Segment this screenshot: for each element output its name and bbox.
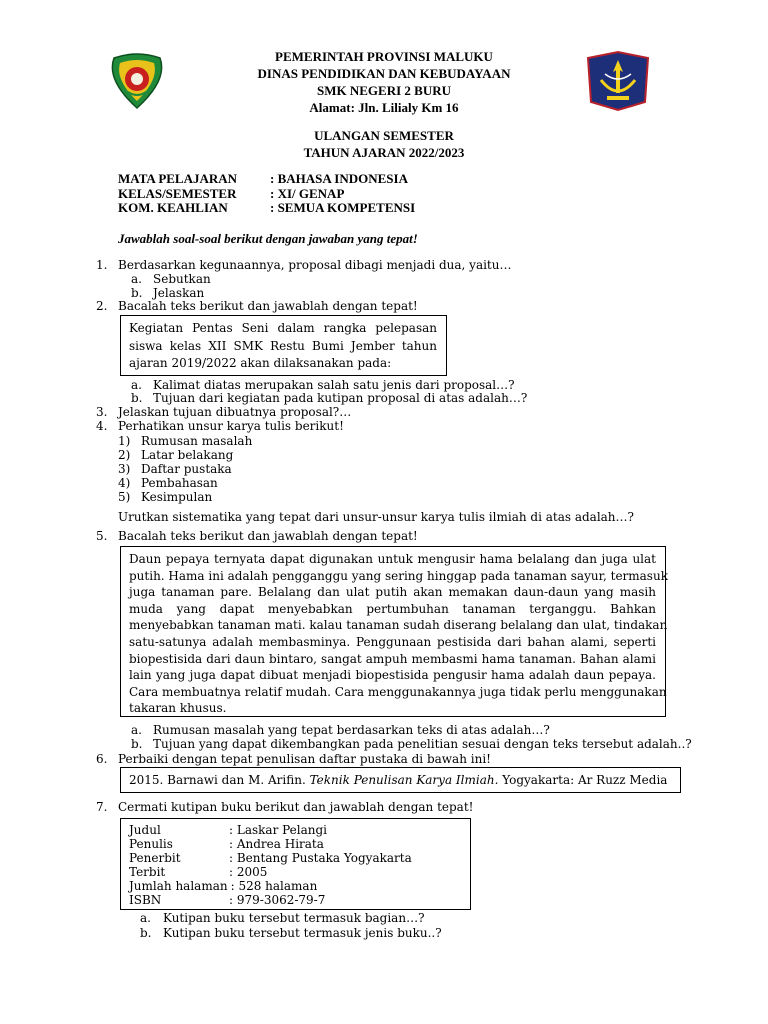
- agency-name: DINAS PENDIDIKAN DAN KEBUDAYAAN: [257, 66, 511, 81]
- q6-box-pre: 2015. Barnawi dan M. Arifin.: [129, 773, 310, 787]
- q3-number: 3.: [96, 405, 108, 419]
- q5-a-label: a.: [131, 723, 142, 737]
- q5-box-line: biopestisida dari daun bintaro, sangat ampuh membasmi hama tanaman. Bahan alami: [129, 651, 656, 666]
- q7-b-text: Kutipan buku tersebut termasuk jenis buku..?: [163, 926, 442, 940]
- school-name: SMK NEGERI 2 BURU: [317, 83, 451, 98]
- q2-box-line: Kegiatan Pentas Seni dalam rangka pelepasan: [129, 321, 437, 335]
- exam-meta: [118, 172, 415, 216]
- meta-value: : XI/ GENAP: [270, 185, 345, 201]
- q7-b-label: b.: [140, 926, 152, 940]
- q7-row: [129, 851, 412, 865]
- q7-row: [129, 879, 412, 893]
- q7-text: Cermati kutipan buku berikut dan jawablah dengan tepat!: [118, 800, 474, 814]
- q4-item-text: Latar belakang: [141, 448, 234, 462]
- q2-a-label: a.: [131, 378, 142, 392]
- letterhead: [0, 48, 768, 116]
- q5-b-label: b.: [131, 737, 143, 751]
- q2-box-line: siswa kelas XII SMK Restu Bumi Jember tahun: [129, 338, 437, 353]
- q7-row-key: Penulis: [129, 837, 173, 851]
- meta-row: [118, 172, 415, 187]
- q2-a-text: Kalimat diatas merupakan salah satu jenis dari proposal…?: [153, 378, 515, 392]
- q7-row-value: : 528 halaman: [230, 879, 318, 893]
- meta-value: : SEMUA KOMPETENSI: [270, 200, 416, 215]
- q1-number: 1.: [96, 258, 108, 272]
- meta-key: KOM. KEAHLIAN: [118, 200, 228, 215]
- q7-row: [129, 865, 412, 879]
- q2-number: 2.: [96, 299, 108, 313]
- q1-a-label: a.: [131, 272, 142, 286]
- q6-number: 6.: [96, 752, 108, 766]
- q5-box-line: putih. Hama ini adalah pengganggu yang sering hinggap pada tanaman sayur, termasuk: [129, 568, 668, 583]
- q7-row: [129, 837, 412, 851]
- q7-row-key: Terbit: [129, 865, 166, 879]
- meta-key: KELAS/SEMESTER: [118, 185, 237, 201]
- q4-item-num: 1): [118, 434, 131, 448]
- q5-box-line: juga tanaman pare. Belalang dan ulat putih akan memakan daun-daun yang masih: [129, 585, 656, 600]
- q6-box-italic: Teknik Penulisan Karya Ilmiah.: [309, 773, 499, 787]
- q6-text: Perbaiki dengan tepat penulisan daftar pustaka di bawah ini!: [118, 752, 491, 766]
- q2-text-box: [120, 315, 447, 376]
- q3-text: Jelaskan tujuan dibuatnya proposal?…: [118, 405, 352, 419]
- government-name: PEMERINTAH PROVINSI MALUKU: [275, 49, 493, 64]
- q7-book-box: [120, 818, 471, 910]
- q5-b-text: Tujuan yang dapat dikembangkan pada penelitian sesuai dengan teks tersebut adalah..?: [153, 737, 692, 751]
- q7-row-value: : 979-3062-79-7: [229, 893, 326, 907]
- q5-box-line: Daun pepaya ternyata dapat digunakan untuk mengusir hama belalang dan juga ulat: [129, 552, 656, 566]
- q4-item-text: Pembahasan: [141, 476, 218, 490]
- q2-box-text: [129, 320, 437, 373]
- q7-row-key: Penerbit: [129, 851, 181, 865]
- q4-item-num: 3): [118, 462, 131, 476]
- q6-box-text: [129, 773, 667, 787]
- q5-a-text: Rumusan masalah yang tepat berdasarkan teks di atas adalah…?: [153, 723, 550, 737]
- q5-box-line: takaran khusus.: [129, 701, 227, 716]
- q1-b-label: b.: [131, 286, 143, 300]
- q4-item-text: Daftar pustaka: [141, 462, 232, 476]
- q5-number: 5.: [96, 529, 108, 543]
- q7-row-value: : Andrea Hirata: [229, 837, 324, 851]
- q1-text: Berdasarkan kegunaannya, proposal dibagi menjadi dua, yaitu…: [118, 258, 512, 272]
- q4-item-num: 4): [118, 476, 131, 490]
- q2-box-line: ajaran 2019/2022 akan dilaksanakan pada:: [129, 356, 392, 370]
- exam-title-line1: ULANGAN SEMESTER: [314, 128, 454, 143]
- q2-b-label: b.: [131, 391, 143, 405]
- meta-row: [118, 187, 415, 202]
- q4-question: Urutkan sistematika yang tepat dari unsur-unsur karya tulis ilmiah di atas adalah…?: [118, 510, 634, 524]
- meta-row: [118, 201, 415, 216]
- meta-key: MATA PELAJARAN: [118, 171, 238, 186]
- exam-title: [0, 127, 768, 161]
- q4-item-num: 2): [118, 448, 131, 462]
- q4-item-text: Rumusan masalah: [141, 434, 253, 448]
- q4-number: 4.: [96, 419, 108, 433]
- q5-text-box: [120, 546, 666, 717]
- q7-row-value: : 2005: [229, 865, 268, 879]
- meta-value: : BAHASA INDONESIA: [270, 171, 408, 186]
- q2-b-text: Tujuan dari kegiatan pada kutipan proposal di atas adalah…?: [153, 391, 528, 405]
- q5-box-line: muda yang dapat menyebabkan pertumbuhan tanaman terganggu. Bahkan: [129, 601, 656, 616]
- q5-box-line: Cara membuatnya relatif mudah. Cara menggunakannya juga tidak perlu menggunakan: [129, 684, 667, 699]
- q5-box-line: menyebabkan tanaman mati. kalau tanaman sudah diserang belalang dan ulat, tindakan: [129, 618, 668, 633]
- q6-box-post: Yogyakarta: Ar Ruzz Media: [498, 773, 668, 787]
- q5-box-line: lain yang juga dapat dibuat menjadi biopestisida pengusir hama adalah daun pepaya.: [129, 668, 656, 683]
- q7-number: 7.: [96, 800, 108, 814]
- q7-row-key: ISBN: [129, 893, 162, 907]
- instruction: Jawablah soal-soal berikut dengan jawaban yang tepat!: [118, 231, 418, 246]
- q5-box-line: satu-satunya adalah membasminya. Penggunaan pestisida dari bahan alami, seperti: [129, 634, 656, 649]
- q1-b-text: Jelaskan: [153, 286, 205, 300]
- q7-book-table: [129, 823, 412, 907]
- q7-row: [129, 893, 412, 907]
- q7-row-value: : Laskar Pelangi: [229, 823, 327, 837]
- q7-a-label: a.: [140, 911, 151, 925]
- q5-box-text: [129, 551, 668, 717]
- q7-a-text: Kutipan buku tersebut termasuk bagian…?: [163, 911, 425, 925]
- exam-title-line2: TAHUN AJARAN 2022/2023: [303, 145, 465, 160]
- q7-row-key: Judul: [129, 823, 161, 837]
- q4-item-text: Kesimpulan: [141, 490, 213, 504]
- q1-a-text: Sebutkan: [153, 272, 211, 286]
- q6-text-box: [120, 767, 681, 793]
- q7-row: [129, 823, 412, 837]
- q7-row-key: Jumlah halaman: [129, 879, 228, 893]
- q2-text: Bacalah teks berikut dan jawablah dengan tepat!: [118, 299, 418, 313]
- school-address: Alamat: Jln. Lilialy Km 16: [309, 100, 459, 115]
- q4-text: Perhatikan unsur karya tulis berikut!: [118, 419, 344, 433]
- q7-row-value: : Bentang Pustaka Yogyakarta: [229, 851, 412, 865]
- q4-item-num: 5): [118, 490, 131, 504]
- q5-text: Bacalah teks berikut dan jawablah dengan tepat!: [118, 529, 418, 543]
